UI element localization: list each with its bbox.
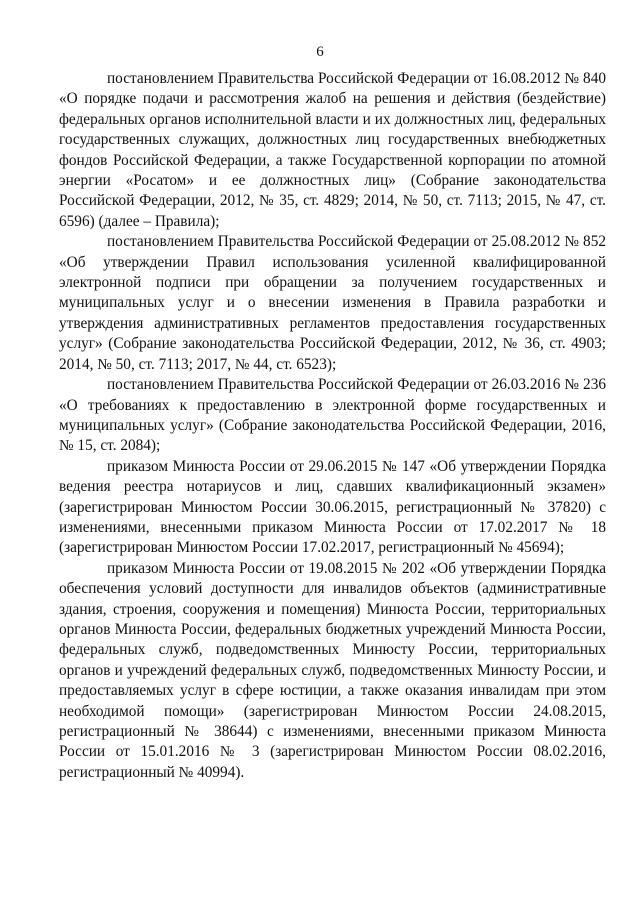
paragraph-order-202: приказом Минюста России от 19.08.2015 № 202 «Об утверждении Порядка обеспечения условий доступности для инвалидов объектов (административные здания, строения, сооружения и помещения) Минюста России, территориальных органов Минюста России, федеральных бюджетных учреждений Минюста России, федеральных служб, подведомственных Минюсту России, территориальных органов и учреждений федеральных служб, подведомственных Минюсту России, и предоставляемых услуг в сфере юстиции, а также оказания инвалидам при этом необходимой помощи» (зарегистрирован Минюстом России 24.08.2015, регистрационный № 38644) с изменениями, внесенными приказом Минюста России от 15.01.2016 № 3 (зарегистрирован Минюстом России 08.02.2016, регистрационный № 40994).	[59, 559, 606, 781]
paragraph-order-147: приказом Минюста России от 29.06.2015 № 147 «Об утверждении Порядка ведения реестра нотариусов и лиц, сдавших квалификационный экзамен» (зарегистрирован Минюстом России 30.06.2015, регистрационный № 37820) с изменениями, внесенными приказом Минюста России от 17.02.2017 № 18 (зарегистрирован Минюстом России 17.02.2017, регистрационный № 45694);	[59, 457, 606, 557]
page-number: 6	[316, 44, 324, 60]
paragraph-resolution-236: постановлением Правительства Российской Федерации от 26.03.2016 № 236 «О требованиях к предоставлению в электронной форме государственных и муниципальных услуг» (Собрание законодательства Российской Федерации, 2016, № 15, ст. 2084);	[59, 376, 606, 455]
paragraph-resolution-852: постановлением Правительства Российской Федерации от 25.08.2012 № 852 «Об утверждении Правил использования усиленной квалифицированной электронной подписи при обращении за получением государственных и муниципальных услуг и о внесении изменения в Правила разработки и утверждения административных регламентов предоставления государственных услуг» (Собрание законодательства Российской Федерации, 2012, № 36, ст. 4903; 2014, № 50, ст. 7113; 2017, № 44, ст. 6523);	[59, 233, 606, 373]
document-body	[59, 69, 606, 783]
paragraph-resolution-840: постановлением Правительства Российской Федерации от 16.08.2012 № 840 «О порядке подачи и рассмотрения жалоб на решения и действия (бездействие) федеральных органов исполнительной власти и их должностных лиц, федеральных государственных служащих, должностных лиц государственных внебюджетных фондов Российской Федерации, а также Государственной корпорации по атомной энергии «Росатом» и ее должностных лиц» (Собрание законодательства Российской Федерации, 2012, № 35, ст. 4829; 2014, № 50, ст. 7113; 2015, № 47, ст. 6596) (далее – Правила);	[59, 70, 606, 230]
